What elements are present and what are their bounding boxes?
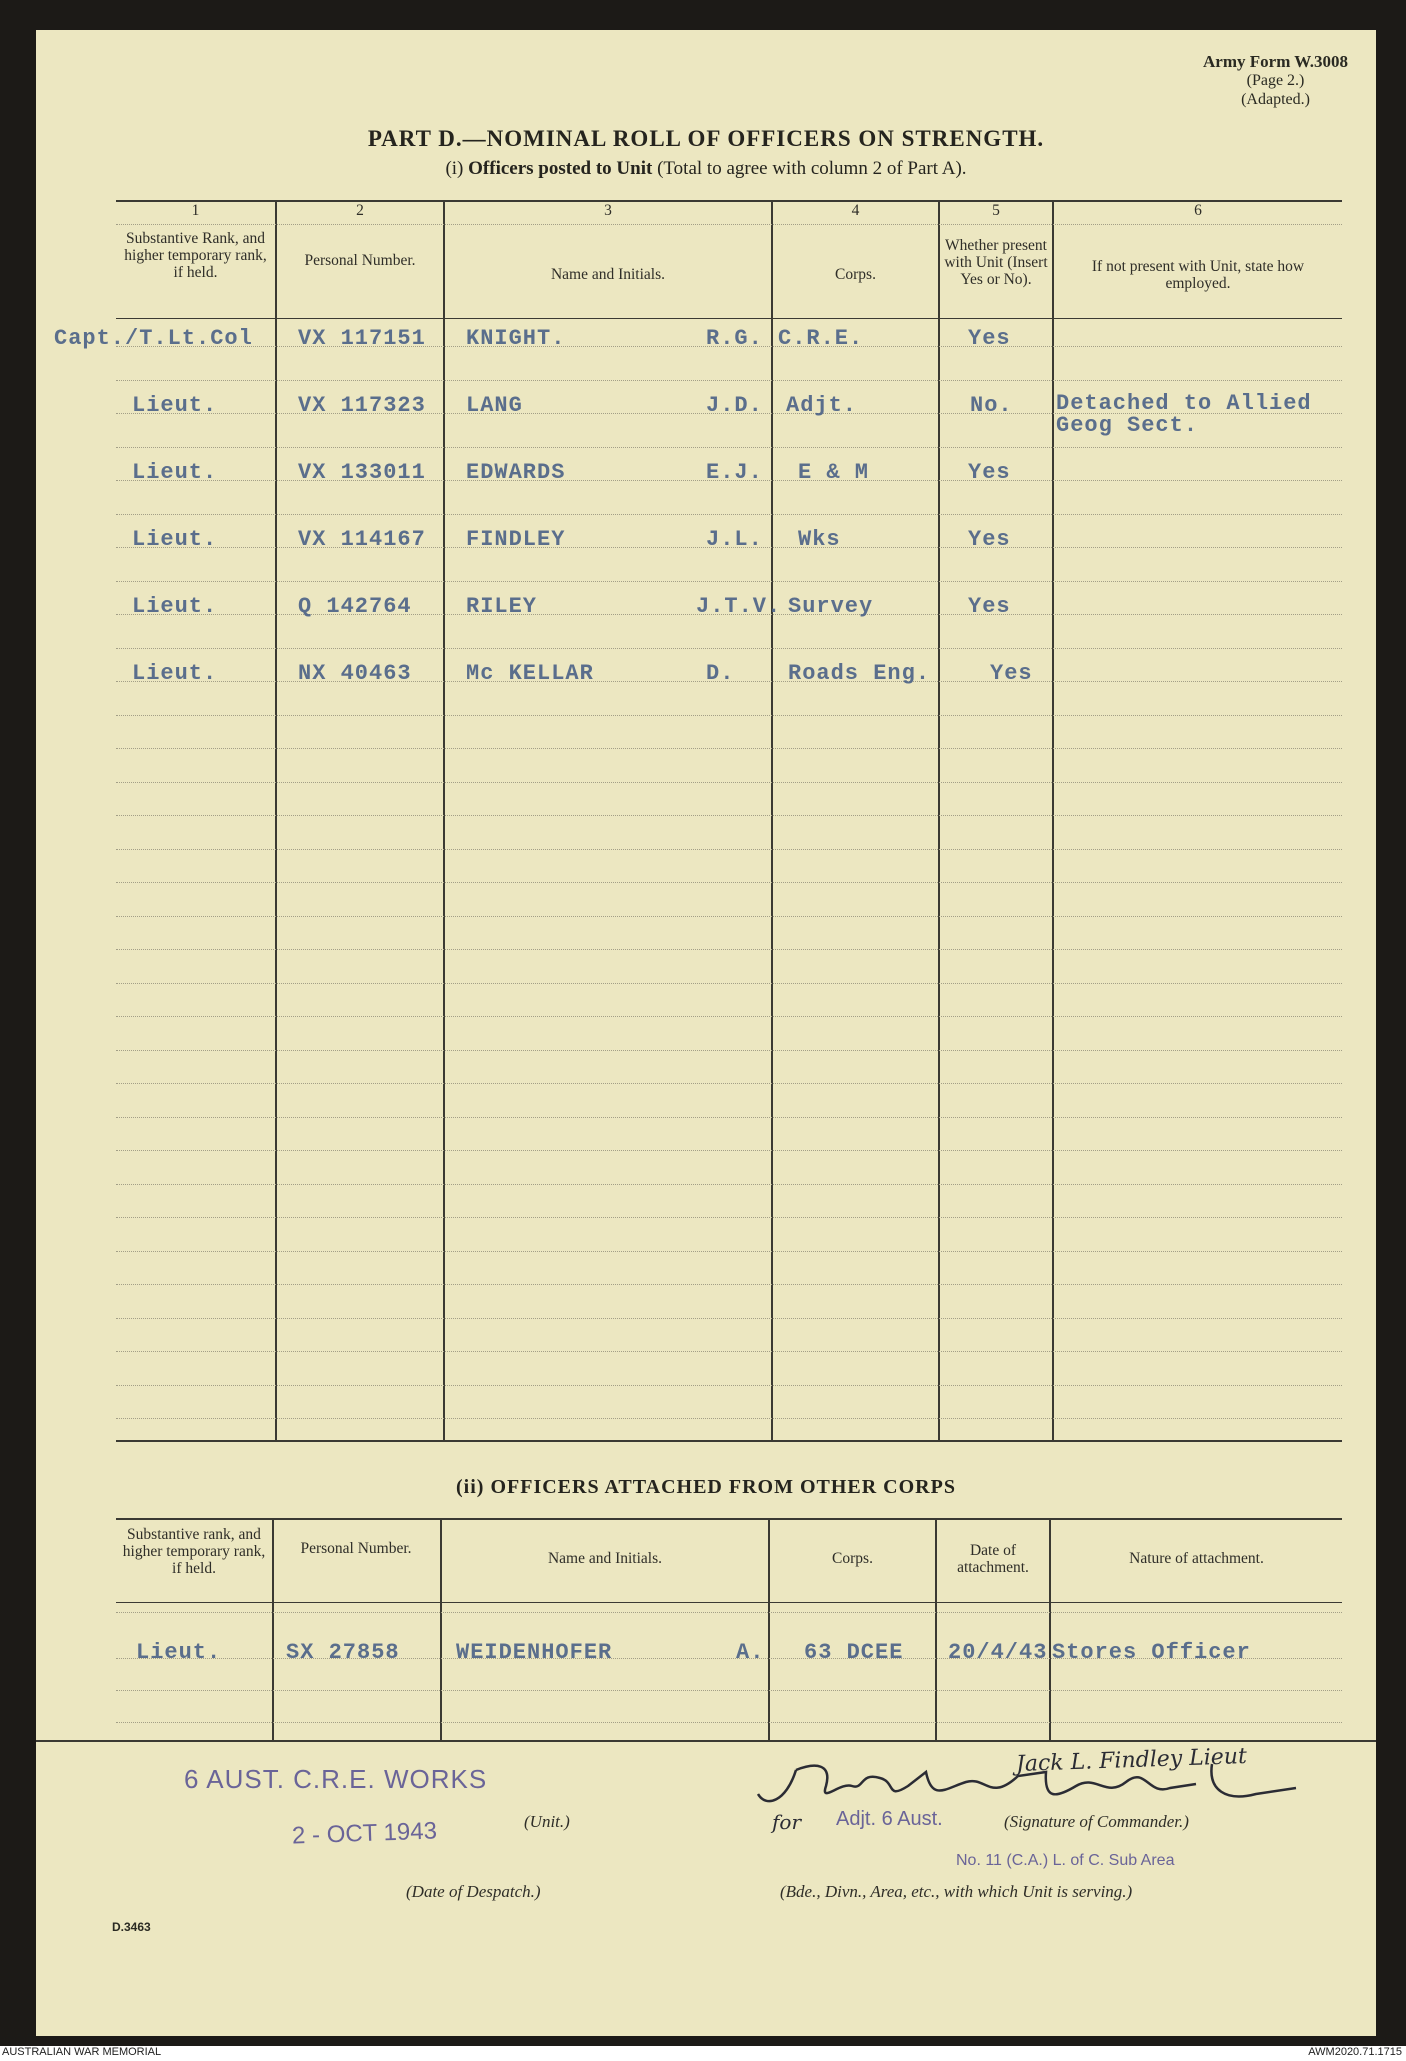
ruled-line [116,882,1342,883]
cell-name: Mc KELLAR [466,661,594,686]
header-number: Personal Number. [300,1540,412,1557]
cell-number: VX 117323 [298,393,426,418]
table2-header-rule [116,1602,1342,1603]
ruled-line [116,514,1342,515]
table2-top-rule [116,1518,1342,1520]
date-stamp: 2 - OCT 1943 [291,1817,438,1850]
section2-title: (ii) OFFICERS ATTACHED FROM OTHER CORPS [456,1476,956,1498]
ruled-line [116,581,1342,582]
cell-initials: J.T.V. [696,594,782,619]
cell-corps: C.R.E. [778,326,864,351]
section1-label-note: (Total to agree with column 2 of Part A). [657,158,967,179]
cell-initials: R.G. [706,326,763,351]
cell-rank: Lieut. [132,661,218,686]
table2-col-divider [935,1518,937,1740]
cell-corps: 63 DCEE [804,1640,904,1665]
ruled-line [116,1418,1342,1419]
ruled-line [116,1150,1342,1151]
ruled-line [116,849,1342,850]
area-caption: (Bde., Divn., Area, etc., with which Unit is serving.) [780,1882,1133,1901]
ruled-line [116,1117,1342,1118]
cell-name: WEIDENHOFER [456,1640,613,1665]
cell-present: Yes [968,460,1011,485]
archive-id: AWM2020.71.1715 [1308,2046,1402,2058]
ruled-line [116,916,1342,917]
header-date: Date of attachment. [957,1542,1029,1576]
page-title: PART D.—NOMINAL ROLL OF OFFICERS ON STRENGTH. [367,126,1045,151]
cell-initials: E.J. [706,460,763,485]
cell-corps: Wks [798,527,841,552]
form-note: (Adapted.) [1241,91,1310,108]
ruled-line [116,1318,1342,1319]
table1-col-divider [771,200,773,1440]
cell-number: Q 142764 [298,594,412,619]
cell-nature: Stores Officer [1052,1640,1251,1665]
ruled-line [116,782,1342,783]
ruled-line [116,447,1342,448]
cell-present: Yes [990,661,1033,686]
cell-rank: Lieut. [132,527,218,552]
table2-ruled-line [116,1612,1342,1613]
cell-present: Yes [968,594,1011,619]
ruled-line [116,983,1342,984]
signature-caption: (Signature of Commander.) [1004,1812,1189,1831]
cell-number: VX 117151 [298,326,426,351]
cell-rank: Lieut. [136,1640,222,1665]
cell-initials: A. [736,1640,765,1665]
document-page [36,30,1376,2036]
header-present: Whether present with Unit (Insert Yes or No). [944,237,1048,288]
header-name: Name and Initials. [550,266,666,283]
cell-present: Yes [968,326,1011,351]
cell-corps: E & M [798,460,870,485]
table1-col-divider [275,200,277,1440]
cell-name: LANG [466,393,523,418]
col-number: 4 [851,202,860,219]
cell-name: RILEY [466,594,538,619]
cell-rank: Lieut. [132,393,218,418]
date-caption: (Date of Despatch.) [406,1882,541,1901]
cell-number: VX 114167 [298,527,426,552]
section1-label [36,158,1376,180]
form-name: Army Form W.3008 [1203,52,1348,71]
cell-employed: Detached to Allied Geog Sect. [1056,391,1312,438]
table1-bottom-rule [116,1440,1342,1442]
col-number: 5 [992,202,1000,219]
ruled-line [116,1251,1342,1252]
ruled-line [116,815,1342,816]
form-code: D.3463 [112,1920,151,1934]
header-rank: Substantive rank, and higher temporary rank, if held. [122,1526,266,1577]
table1-col-divider [938,200,940,1440]
ruled-line [116,648,1342,649]
cell-initials: D. [706,661,735,686]
cell-name: FINDLEY [466,527,566,552]
header-number: Personal Number. [304,252,416,269]
ruled-line [116,1217,1342,1218]
section1-label-bold: Officers posted to Unit [468,158,653,179]
cell-rank: Lieut. [132,594,218,619]
ruled-line [116,1351,1342,1352]
ruled-line [116,748,1342,749]
cell-name: EDWARDS [466,460,566,485]
cell-name: KNIGHT. [466,326,566,351]
unit-stamp: 6 AUST. C.R.E. WORKS [184,1764,488,1794]
col-number: 3 [604,202,612,219]
col-number: 2 [356,202,364,219]
cell-corps: Roads Eng. [788,661,931,686]
cell-number: NX 40463 [298,661,412,686]
ruled-line [116,1284,1342,1285]
col-number-rule [116,224,1342,225]
ruled-line [116,1016,1342,1017]
cell-number: SX 27858 [286,1640,400,1665]
cell-number: VX 133011 [298,460,426,485]
ruled-line [116,715,1342,716]
header-employed: If not present with Unit, state how employed. [1091,258,1305,292]
table2-ruled-line [116,1722,1342,1723]
cell-present: No. [970,393,1013,418]
ruled-line [116,380,1342,381]
archive-name: AUSTRALIAN WAR MEMORIAL [2,2046,162,2058]
section1-prefix: (i) [445,158,464,179]
table1-col-divider [1052,200,1054,1440]
ruled-line [116,949,1342,950]
signature-for: for [772,1810,802,1834]
archive-bar [0,2046,1406,2061]
table1-col-divider [443,200,445,1440]
ruled-line [116,1050,1342,1051]
ruled-line [116,1184,1342,1185]
table2-ruled-line [116,1690,1342,1691]
cell-rank: Lieut. [132,460,218,485]
col-number: 1 [191,202,200,219]
area-stamp: No. 11 (C.A.) L. of C. Sub Area [956,1852,1175,1869]
header-corps: Corps. [832,1550,873,1567]
header-name: Name and Initials. [547,1550,663,1567]
col-number: 6 [1194,202,1202,219]
header-rank: Substantive Rank, and higher temporary rank, if held. [124,230,267,281]
table2-col-divider [272,1518,274,1740]
form-page: (Page 2.) [1246,72,1305,89]
cell-initials: J.L. [706,527,763,552]
signature-text: Jack L. Findley Lieut [1015,1743,1248,1778]
cell-present: Yes [968,527,1011,552]
cell-corps: Adjt. [786,393,858,418]
adjt-stamp: Adjt. 6 Aust. [836,1808,943,1830]
header-nature: Nature of attachment. [1129,1550,1264,1567]
cell-rank: Capt./T.Lt.Col [54,326,253,351]
form-reference [1203,52,1348,109]
cell-initials: J.D. [706,393,763,418]
cell-date: 20/4/43 [948,1640,1048,1665]
header-corps: Corps. [835,266,876,283]
unit-caption: (Unit.) [524,1812,570,1831]
cell-corps: Survey [788,594,874,619]
ruled-line [116,1385,1342,1386]
ruled-line [116,1083,1342,1084]
table1-header-rule [116,318,1342,319]
